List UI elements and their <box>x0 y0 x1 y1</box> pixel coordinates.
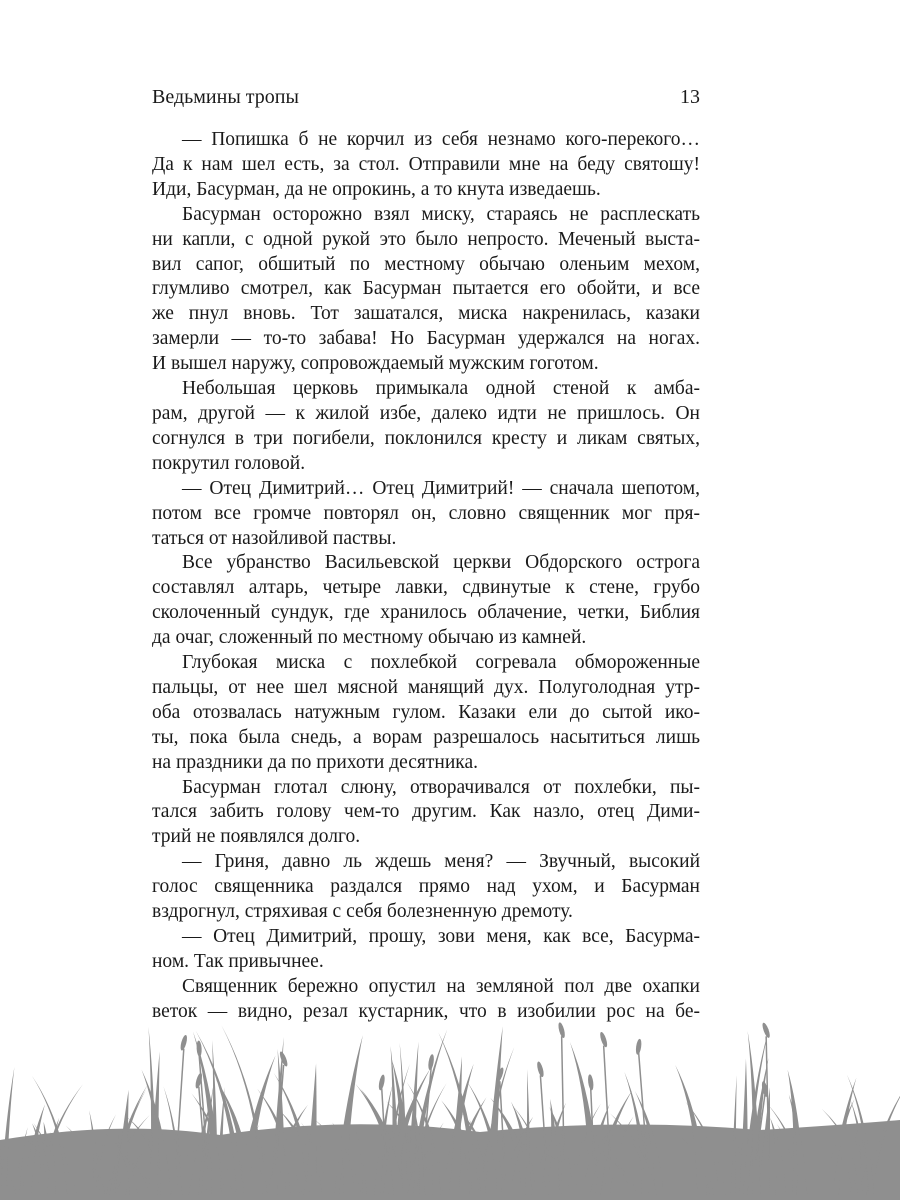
text-line: вил сапог, обшитый по местному обычаю оленьим мехом, <box>152 253 700 275</box>
text-line: тался забить голову чем-то другим. Как назло, отец Дими- <box>152 801 700 823</box>
text-line: Иди, Басурман, да не опрокинь, а то кнута изведаешь. <box>152 178 601 200</box>
text-line: же пнул вновь. Тот зашатался, миска накренилась, казаки <box>152 303 700 325</box>
running-head <box>152 86 700 109</box>
grass-seed-head <box>587 1074 594 1091</box>
paragraph <box>152 477 700 552</box>
grass-seed-head <box>378 1074 386 1091</box>
grass-seed-head <box>761 1022 771 1039</box>
text-line: — Отец Димитрий… Отец Димитрий! — сначала шепотом, <box>182 477 700 499</box>
paragraph <box>152 975 700 1025</box>
text-line: веток — видно, резал кустарник, что в изобилии рос на бе- <box>152 1000 700 1022</box>
text-line: — Попишка б не корчил из себя незнамо кого-перекого… <box>182 129 700 150</box>
grass-blades <box>0 1022 900 1200</box>
text-line: — Отец Димитрий, прошу, зови меня, как все, Басурма- <box>182 926 700 947</box>
book-title: Ведьмины тропы <box>152 86 299 108</box>
paragraph <box>152 203 700 377</box>
grass-seed-head <box>635 1038 642 1055</box>
page-number: 13 <box>680 86 700 108</box>
grass-illustration <box>0 1020 900 1200</box>
text-line: потом все громче повторял он, словно священник мог пря- <box>152 502 700 524</box>
paragraph <box>152 850 700 925</box>
paragraph <box>152 551 700 651</box>
text-line: Священник бережно опустил на земляной пол две охапки <box>182 975 700 997</box>
text-line: — Гриня, давно ль ждешь меня? — Звучный, высокий <box>182 851 700 873</box>
text-line: согнулся в три погибели, поклонился кресту и ликам святых, <box>152 427 700 449</box>
grass-seed-head <box>536 1061 545 1078</box>
text-line: составлял алтарь, четыре лавки, сдвинутые к стене, грубо <box>152 577 700 599</box>
paragraph <box>152 651 700 776</box>
grass-seed-head <box>278 1051 289 1068</box>
paragraph <box>152 377 700 477</box>
text-line: да очаг, сложенный по местному обычаю из камней. <box>152 627 587 649</box>
text-line: пальцы, от нее шел мясной манящий дух. Полуголодная утр- <box>152 676 700 698</box>
text-line: ни капли, с одной рукой это было непросто. Меченый выста- <box>152 228 700 250</box>
text-line: сколоченный сундук, где хранилось облачение, четки, Библия <box>152 602 700 624</box>
text-line: ном. Так привычнее. <box>152 950 324 972</box>
paragraph <box>152 776 700 851</box>
text-line: ты, пока была снедь, а ворам разрешалось насытиться лишь <box>152 726 700 748</box>
paragraph <box>152 128 700 203</box>
grass-seed-head <box>557 1022 566 1039</box>
text-line: рам, другой — к жилой избе, далеко идти не пришлось. Он <box>152 402 700 424</box>
grass-seed-head <box>179 1034 188 1051</box>
text-line: глумливо смотрел, как Басурман пытается его обойти, и все <box>152 278 700 300</box>
text-line: Да к нам шел есть, за стол. Отправили мне на беду святошу! <box>152 153 700 175</box>
text-line: покрутил головой. <box>152 452 306 474</box>
text-line: вздрогнул, стряхивая с себя болезненную дремоту. <box>152 901 573 923</box>
text-line: И вышел наружу, сопровождаемый мужским гоготом. <box>152 353 599 375</box>
text-line: Басурман глотал слюну, отворачивался от похлебки, пы- <box>182 776 700 798</box>
grass-seed-head <box>599 1031 609 1048</box>
paragraph <box>152 925 700 975</box>
grass-seed-head <box>196 1041 202 1057</box>
text-line: трий не появлялся долго. <box>152 826 361 848</box>
body-text <box>152 128 700 1025</box>
text-line: оба отозвалась натужным гулом. Казаки ели до сытой ико- <box>152 701 700 723</box>
text-line: замерли — то-то забава! Но Басурман удержался на ногах. <box>152 328 700 350</box>
text-line: Все убранство Васильевской церкви Обдорского острога <box>182 552 700 574</box>
text-line: на праздники да по прихоти десятника. <box>152 751 478 773</box>
text-line: голос священника раздался прямо над ухом, и Басурман <box>152 876 700 898</box>
text-line: Небольшая церковь примыкала одной стеной к амба- <box>182 378 700 400</box>
text-line: таться от назойливой паствы. <box>152 527 397 549</box>
text-line: Глубокая миска с похлебкой согревала обмороженные <box>182 652 700 674</box>
text-line: Басурман осторожно взял миску, стараясь не расплескать <box>182 203 700 225</box>
